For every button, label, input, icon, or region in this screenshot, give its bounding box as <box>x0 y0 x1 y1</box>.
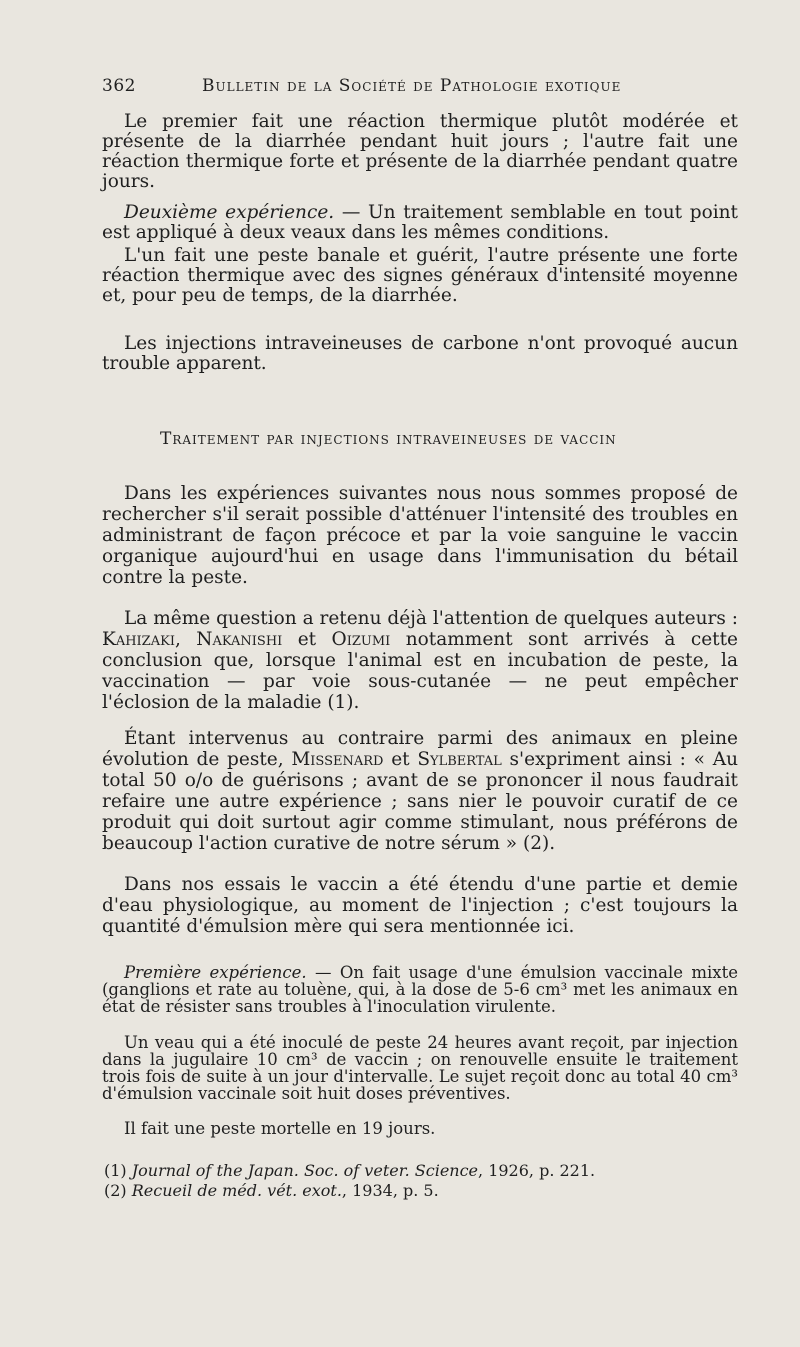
paragraph-text: Étant intervenus au contraire parmi des animaux en pleine évolution de peste, <box>102 728 738 770</box>
footnote-number: (1) <box>104 1161 132 1180</box>
paragraph-calf-treatment <box>102 1034 738 1102</box>
paragraph-second-result <box>102 246 738 306</box>
author-name: Missenard <box>291 749 384 770</box>
paragraph-text: — Un traitement semblable en tout point est appliqué à deux veaux dans les mêmes conditions. <box>102 202 738 243</box>
footnote-source: Journal of the Japan. Soc. of veter. Science <box>131 1161 479 1180</box>
paragraph-quote <box>102 728 738 854</box>
footnote-2 <box>104 1182 724 1199</box>
paragraph-text: Dans les expériences suivantes nous nous sommes proposé de rechercher s'il serait possible d'atténuer l'intensité des troubles en administrant de façon précoce et par la voie sanguine le vaccin organique aujourd'hui en usage dans l'immunisation du bétail contre la peste. <box>102 483 738 588</box>
paragraph-dilution <box>102 874 738 937</box>
paragraph-text: Un veau qui a été inoculé de peste 24 heures avant reçoit, par injection dans la jugulaire 10 cm³ de vaccin ; on renouvelle ensuite le traitement trois fois de suite à un jour d'intervalle. Le sujet reçoit donc au total 40 cm³ d'émulsion vaccinale soit huit doses préventives. <box>102 1033 738 1103</box>
footnote-ref: , 1934, p. 5. <box>341 1181 439 1200</box>
paragraph-text: s'expriment ainsi : « Au total 50 o/o de guérisons ; avant de se prononcer il nous faudrait refaire une autre expérience ; sans nier le pouvoir curatif de ce produit qui doit surtout agir comme stimulant, nous préférons de beaucoup l'action curative de notre sérum » (2). <box>102 749 738 854</box>
paragraph-text: et <box>383 749 418 770</box>
paragraph-carbon <box>102 334 738 374</box>
paragraph-text: et <box>282 629 332 650</box>
journal-title: Bulletin de la Société de Pathologie exotique <box>202 76 622 96</box>
paragraph-text: notamment sont arrivés à cette conclusion que, lorsque l'animal est en incubation de peste, la vaccination — par voie sous-cutanée — ne peut empêcher l'éclosion de la maladie (1). <box>102 629 738 713</box>
paragraph-text: Il fait une peste mortelle en 19 jours. <box>124 1119 436 1138</box>
paragraph-first-result <box>102 112 738 192</box>
footnote-1 <box>104 1162 724 1179</box>
author-names: Kahizaki, Nakanishi <box>102 629 283 650</box>
paragraph-second-experiment <box>102 203 738 243</box>
paragraph-text: Le premier fait une réaction thermique plutôt modérée et présente de la diarrhée pendant huit jours ; l'autre fait une réaction thermique forte et présente de la diarrhée pendant quatre jours. <box>102 111 738 192</box>
paragraph-text: Les injections intraveineuses de carbone n'ont provoqué aucun trouble apparent. <box>102 333 738 374</box>
paragraph-outcome <box>102 1120 738 1137</box>
experiment-label: Deuxième expérience. <box>124 202 335 223</box>
paragraph-text: La même question a retenu déjà l'attention de quelques auteurs : <box>124 608 738 629</box>
footnote-source: Recueil de méd. vét. exot. <box>131 1181 342 1200</box>
paragraph-text: L'un fait une peste banale et guérit, l'autre présente une forte réaction thermique avec des signes généraux d'intensité moyenne et, pour peu de temps, de la diarrhée. <box>102 245 738 306</box>
footnote-number: (2) <box>104 1181 132 1200</box>
paragraph-intro <box>102 483 738 588</box>
author-name: Sylbertal <box>417 749 502 770</box>
footnote-ref: , 1926, p. 221. <box>478 1161 596 1180</box>
experiment-label: Première expérience. <box>124 963 307 982</box>
page-number: 362 <box>102 76 136 96</box>
section-title: Traitement par injections intraveineuses de vaccin <box>160 429 617 449</box>
paragraph-authors <box>102 608 738 713</box>
paragraph-text: Dans nos essais le vaccin a été étendu d'une partie et demie d'eau physiologique, au moment de l'injection ; c'est toujours la quantité d'émulsion mère qui sera mentionnée ici. <box>102 874 738 937</box>
author-name: Oizumi <box>331 629 391 650</box>
paragraph-text: — On fait usage d'une émulsion vaccinale mixte (ganglions et rate au toluène, qui, à la dose de 5-6 cm³ met les animaux en état de résister sans troubles à l'inoculation virulente. <box>102 963 738 1016</box>
paragraph-first-experiment <box>102 964 738 1015</box>
